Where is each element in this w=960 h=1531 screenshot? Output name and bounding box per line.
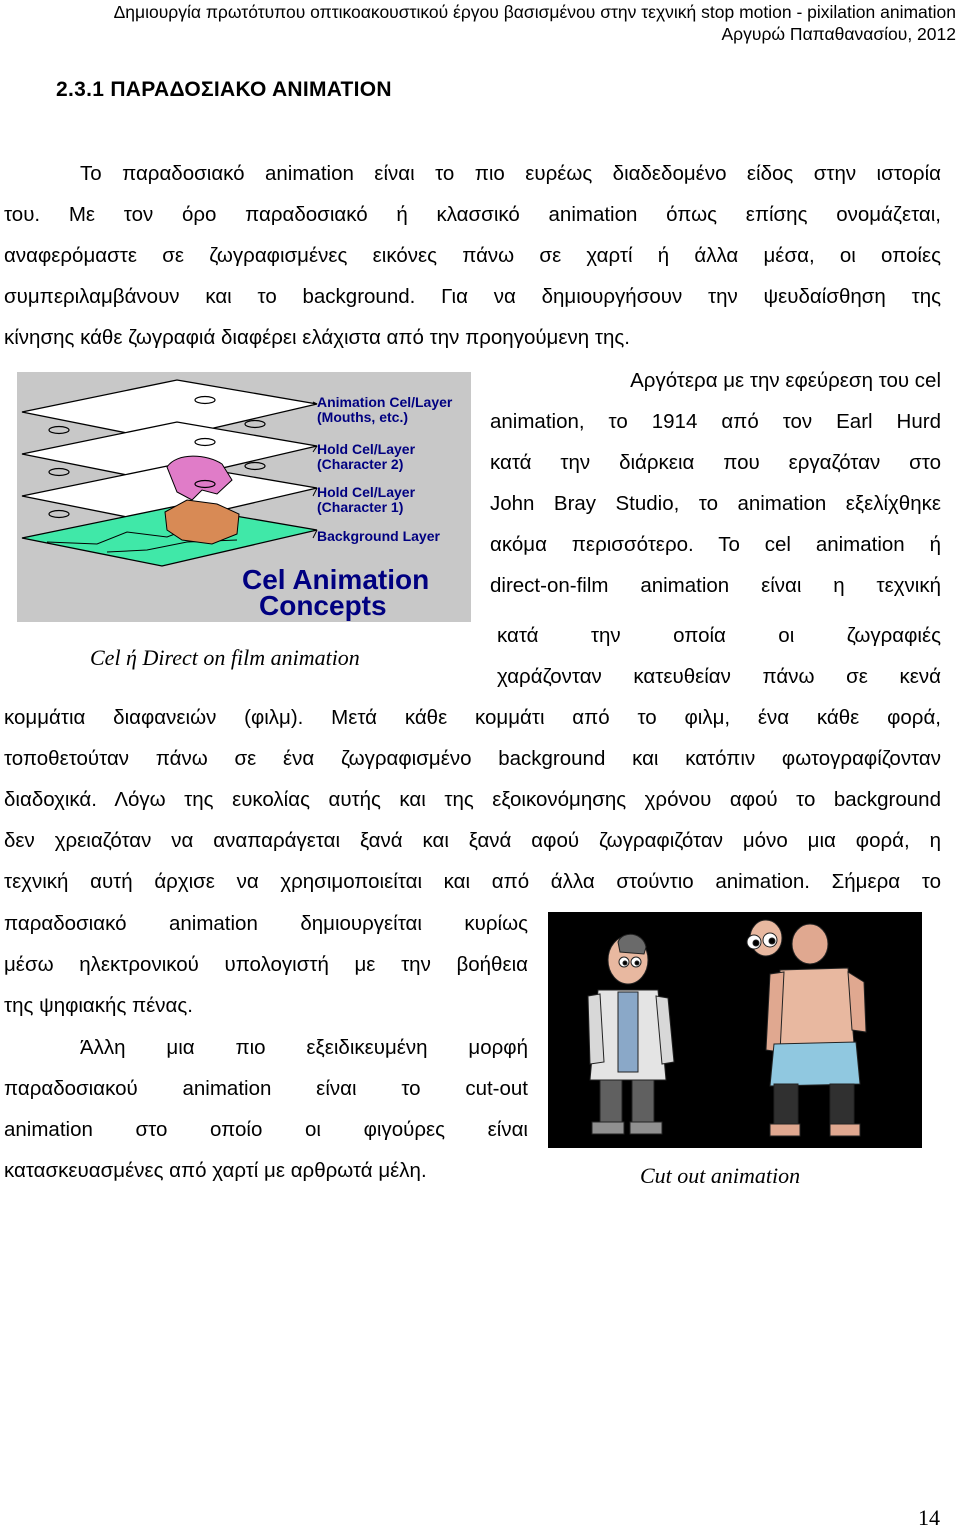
paragraph-line: διαδοχικά. Λόγω της ευκολίας αυτής και της εξοικονόμησης χρόνου αφού το background	[4, 788, 941, 811]
label-hold-cel-1: Hold Cel/Layer	[317, 441, 416, 457]
figure-big-title-2: Concepts	[259, 590, 387, 621]
paragraph-line: συμπεριλαμβάνουν και το background. Για να δημιουργήσουν την ψευδαίσθηση της	[4, 285, 941, 308]
page-number: 14	[918, 1505, 940, 1530]
paragraph-line: Άλλη μια πιο εξειδικευμένη μορφή	[80, 1036, 528, 1059]
paragraph-line: της ψηφιακής πένας.	[4, 994, 193, 1017]
cel-animation-diagram	[17, 372, 471, 622]
paragraph-line: direct-on-film animation είναι η τεχνική	[490, 574, 941, 597]
paragraph-line: παραδοσιακού animation είναι το cut-out	[4, 1077, 528, 1100]
paragraph-line: animation, το 1914 από τον Earl Hurd	[490, 410, 941, 433]
label-background-layer: Background Layer	[317, 528, 440, 544]
paragraph-line: ακόμα περισσότερο. Το cel animation ή	[490, 533, 941, 556]
section-title: 2.3.1 ΠΑΡΑΔΟΣΙΑΚΟ ΑΝΙΜΑΤΙΟΝ	[56, 78, 392, 101]
paragraph-line: animation στο οποίο οι φιγούρες είναι	[4, 1118, 528, 1141]
paragraph-line: τοποθετούταν πάνω σε ένα ζωγραφισμένο background και κατόπιν φωτογραφίζονταν	[4, 747, 941, 770]
paragraph-line: John Bray Studio, το animation εξελίχθηκε	[490, 492, 941, 515]
paragraph-line: χαράζονταν κατευθείαν πάνω σε κενά	[497, 665, 941, 688]
running-header-title: Δημιουργία πρωτότυπου οπτικοακουστικού έργου βασισμένου στην τεχνική stop motion - pixilation animation	[113, 2, 956, 22]
paragraph-line: μέσω ηλεκτρονικού υπολογιστή με την βοήθεια	[4, 953, 528, 976]
paragraph-line: παραδοσιακό animation δημιουργείται κυρίως	[4, 912, 528, 935]
cut-out-animation-photo	[548, 912, 922, 1148]
label-mouths: (Mouths, etc.)	[317, 409, 408, 425]
paragraph-line: δεν χρειαζόταν να αναπαράγεται ξανά και ξανά αφού ζωγραφιζόταν μόνο μια φορά, η	[4, 829, 941, 852]
paragraph-line: Το παραδοσιακό animation είναι το πιο ευρέως διαδεδομένο είδος στην ιστορία	[80, 162, 941, 185]
figure-caption-cut-out: Cut out animation	[640, 1163, 801, 1188]
figure-big-title-1: Cel Animation	[242, 564, 430, 595]
paragraph-line: Αργότερα με την εφεύρεση του cel	[630, 369, 941, 392]
label-animation-cel: Animation Cel/Layer	[317, 394, 453, 410]
paragraph-line: κατά την διάρκεια που εργαζόταν στο	[490, 451, 941, 474]
paragraph-line: αναφερόμαστε σε ζωγραφισμένες εικόνες πάνω σε χαρτί ή άλλα μέσα, οι οποίες	[4, 244, 941, 267]
paragraph-line: κίνησης κάθε ζωγραφιά διαφέρει ελάχιστα από την προηγούμενη της.	[4, 326, 630, 349]
paragraph-line: τεχνική αυτή άρχισε να χρησιμοποιείται και από άλλα στούντιο animation. Σήμερα το	[4, 870, 941, 893]
label-character-2: (Character 2)	[317, 456, 404, 472]
paragraph-line: κατασκευασμένες από χαρτί με αρθρωτά μέλη.	[4, 1159, 427, 1182]
paragraph-line: κομμάτια διαφανειών (φιλμ). Μετά κάθε κομμάτι από το φιλμ, ένα κάθε φορά,	[4, 706, 941, 729]
figure-caption-cel: Cel ή Direct on film animation	[90, 645, 360, 670]
paragraph-line: κατά την οποία οι ζωγραφιές	[497, 624, 941, 647]
paragraph-line: του. Με τον όρο παραδοσιακό ή κλασσικό animation όπως επίσης ονομάζεται,	[4, 203, 941, 226]
running-header-author: Αργυρώ Παπαθανασίου, 2012	[721, 24, 956, 44]
label-hold-cel-2: Hold Cel/Layer	[317, 484, 416, 500]
label-character-1: (Character 1)	[317, 499, 404, 515]
